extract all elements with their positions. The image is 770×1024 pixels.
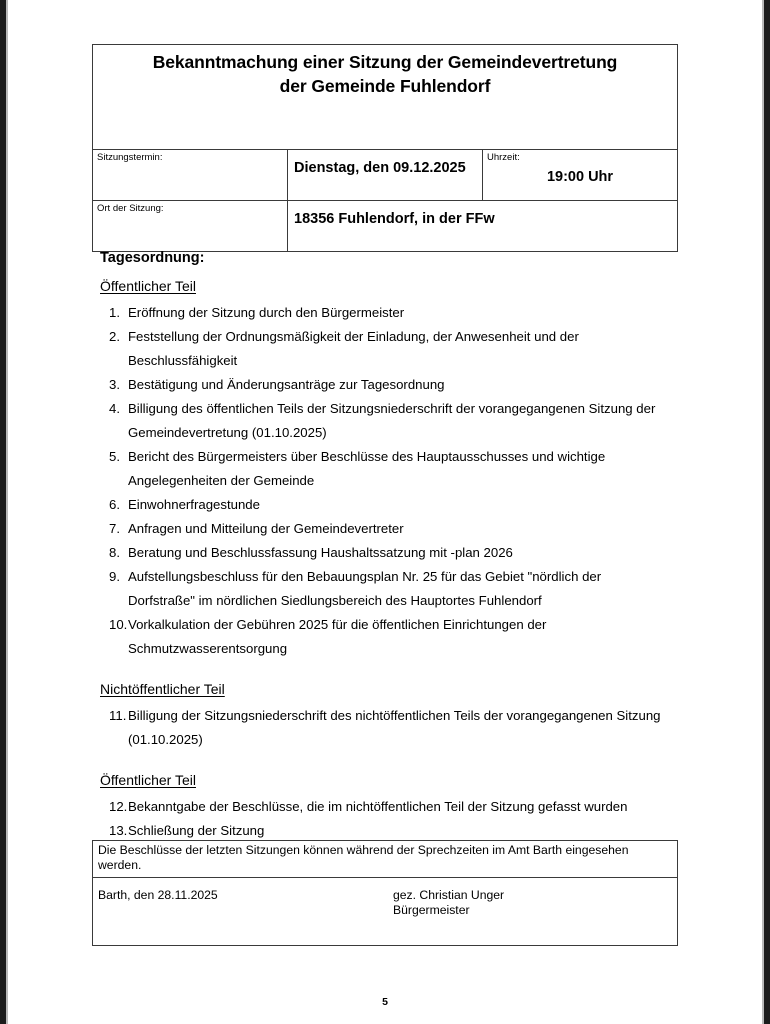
agenda-item-text: Schließung der Sitzung — [128, 823, 265, 838]
date-label: Sitzungstermin: — [97, 152, 163, 163]
agenda-section — [92, 250, 692, 843]
footer-notice-table — [92, 840, 678, 946]
place-row — [93, 201, 678, 252]
agenda-items-public-1 — [92, 301, 692, 661]
agenda-item-number: 8. — [109, 545, 120, 560]
agenda-item-number: 4. — [109, 401, 120, 416]
date-label-cell — [93, 150, 288, 201]
agenda-item — [92, 445, 692, 493]
document-title-line-1: Bekanntmachung einer Sitzung der Gemeindevertretung — [152, 52, 618, 72]
agenda-item-number: 3. — [109, 377, 120, 392]
signature-row-content — [98, 888, 672, 920]
agenda-item — [92, 517, 692, 541]
agenda-item-text: Aufstellungsbeschluss für den Bebauungsplan Nr. 25 für das Gebiet "nördlich der Dorfstraße" im nördlichen Siedlungsbereich des Hauptortes Fuhlendorf — [128, 569, 602, 608]
agenda-item-text: Bekanntgabe der Beschlüsse, die im nichtöffentlichen Teil der Sitzung gefasst wurden — [128, 799, 628, 814]
agenda-item — [92, 613, 692, 661]
signature-name: gez. Christian Unger — [393, 887, 505, 902]
signature-role: Bürgermeister — [393, 903, 470, 918]
meeting-info-table — [92, 44, 678, 252]
agenda-item — [92, 493, 692, 517]
time-value: 19:00 Uhr — [546, 169, 614, 186]
notice-cell: Die Beschlüsse der letzten Sitzungen können während der Sprechzeiten im Amt Barth eingesehen werden. — [93, 841, 678, 878]
agenda-item-text: Einwohnerfragestunde — [128, 497, 260, 512]
agenda-heading: Tagesordnung: — [100, 250, 205, 266]
agenda-item-text: Feststellung der Ordnungsmäßigkeit der Einladung, der Anwesenheit und der Beschlussfähigkeit — [128, 329, 579, 368]
page-number: 5 — [382, 996, 388, 1008]
signature-cell — [93, 877, 678, 945]
place-value-cell — [288, 201, 678, 252]
agenda-item — [92, 325, 692, 373]
document-title-cell — [93, 45, 678, 150]
agenda-item-number: 10. — [109, 617, 128, 632]
scan-edge-band-right — [764, 0, 770, 1024]
date-time-row — [93, 150, 678, 201]
title-row — [93, 45, 678, 150]
agenda-item-number: 9. — [109, 569, 120, 584]
agenda-section-heading-public-1: Öffentlicher Teil — [100, 278, 196, 294]
time-cell — [483, 150, 678, 201]
place-value: 18356 Fuhlendorf, in der FFw — [294, 211, 495, 227]
agenda-item-number: 5. — [109, 449, 120, 464]
agenda-section-heading-public-2: Öffentlicher Teil — [100, 772, 196, 788]
agenda-item — [92, 397, 692, 445]
agenda-item-text: Billigung des öffentlichen Teils der Sitzungsniederschrift der vorangegangenen Sitzung der Gemeindevertretung (01.10.2025) — [128, 401, 656, 440]
place-label: Ort der Sitzung: — [97, 203, 164, 214]
agenda-item — [92, 301, 692, 325]
agenda-item — [92, 565, 692, 613]
agenda-item-number: 13. — [109, 823, 128, 838]
agenda-section-heading-nonpublic: Nichtöffentlicher Teil — [100, 681, 225, 697]
agenda-item-number: 1. — [109, 305, 120, 320]
agenda-item — [92, 795, 692, 819]
agenda-item-number: 12. — [109, 799, 128, 814]
agenda-item-text: Beratung und Beschlussfassung Haushaltssatzung mit -plan 2026 — [128, 545, 513, 560]
agenda-items-nonpublic — [92, 704, 692, 752]
agenda-item-text: Bestätigung und Änderungsanträge zur Tagesordnung — [128, 377, 445, 392]
agenda-item-number: 7. — [109, 521, 120, 536]
date-value: Dienstag, den 09.12.2025 — [294, 160, 466, 176]
document-title-line-2: der Gemeinde Fuhlendorf — [279, 75, 491, 96]
agenda-item-number: 11. — [109, 708, 127, 723]
agenda-item-number: 2. — [109, 329, 120, 344]
document-page — [8, 0, 762, 1024]
time-label: Uhrzeit: — [487, 152, 520, 163]
agenda-items-public-2 — [92, 795, 692, 843]
date-value-cell — [288, 150, 483, 201]
signature-block — [393, 888, 672, 920]
agenda-item — [92, 704, 692, 752]
agenda-item-text: Billigung der Sitzungsniederschrift des nichtöffentlichen Teils der vorangegangenen Sitzung (01.10.2025) — [128, 708, 661, 747]
signature-row — [93, 877, 678, 945]
agenda-item — [92, 373, 692, 397]
agenda-item-text: Anfragen und Mitteilung der Gemeindevertreter — [128, 521, 404, 536]
agenda-item-text: Eröffnung der Sitzung durch den Bürgermeister — [128, 305, 405, 320]
agenda-item-text: Vorkalkulation der Gebühren 2025 für die öffentlichen Einrichtungen der Schmutzwasserentsorgung — [128, 617, 547, 656]
notice-row — [93, 841, 678, 878]
signature-place-date: Barth, den 28.11.2025 — [98, 887, 218, 902]
agenda-item-number: 6. — [109, 497, 120, 512]
agenda-item — [92, 541, 692, 565]
agenda-item-text: Bericht des Bürgermeisters über Beschlüsse des Hauptausschusses und wichtige Angelegenheiten der Gemeinde — [128, 449, 606, 488]
place-label-cell — [93, 201, 288, 252]
scan-edge-hairline-right — [762, 0, 764, 1024]
